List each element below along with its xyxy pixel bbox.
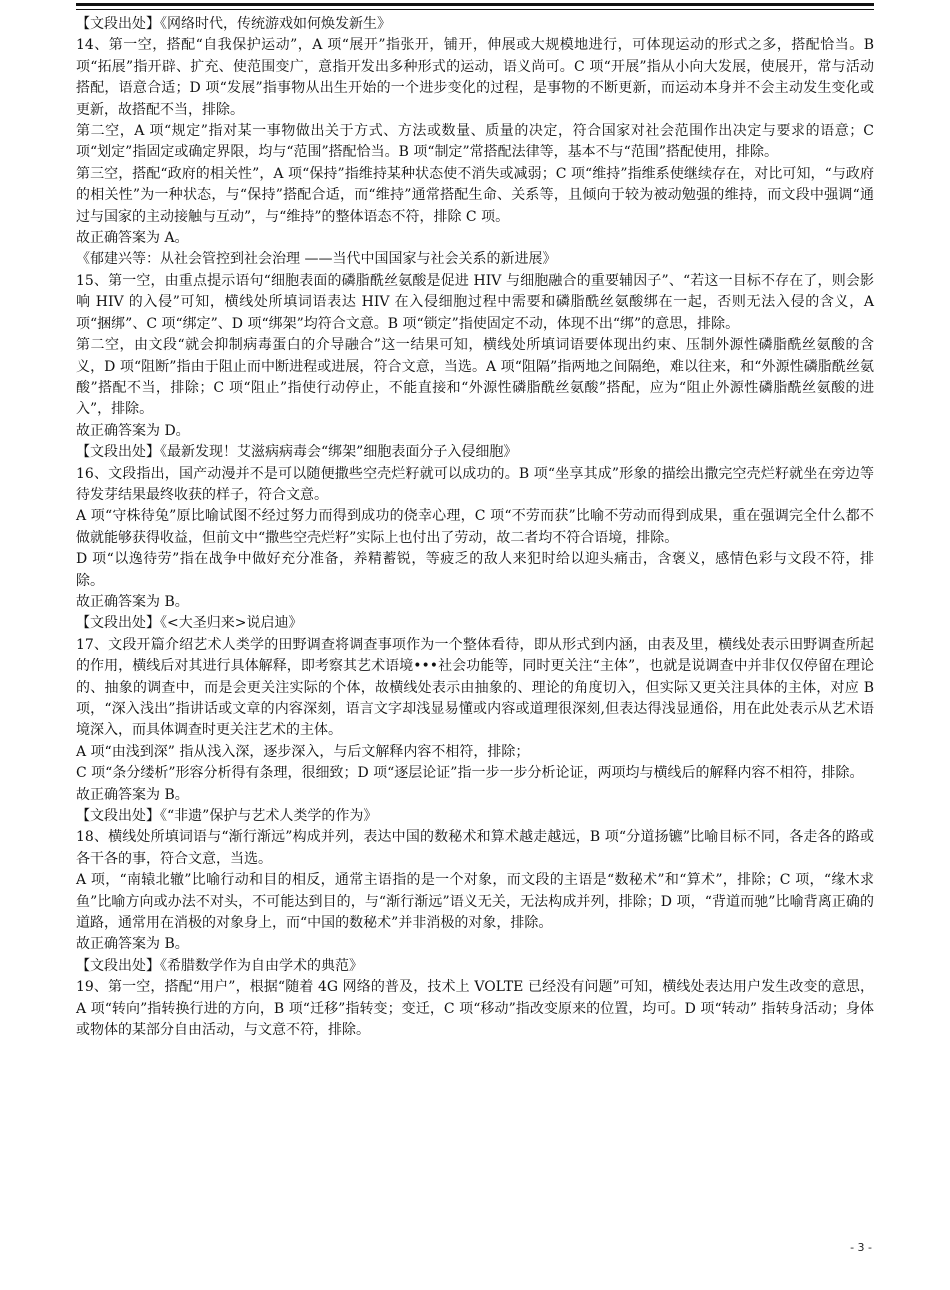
source-line: 【文段出处】《<大圣归来>说启迪》	[76, 615, 303, 632]
answer-explanations	[76, 14, 874, 1042]
answer-18-options: A 项，“南辕北辙”比喻行动和目的相反，通常主语指的是一个对象，而文段的主语是“数秘术”和“算术”，排除；C 项，“缘木求鱼”比喻方向或办法不对头，不可能达到目的，与“渐行渐远”语义无关，无法构成并列，排除；D 项，“背道而驰”比喻背离正确的道路，通常用在消极的对象身上，而“中国的数秘术”并非消极的对象，排除。	[76, 872, 874, 932]
answer-15-conclusion: 故正确答案为 D。	[76, 422, 190, 439]
answer-17-option-a: A 项“由浅到深” 指从浅入深，逐步深入，与后文解释内容不相符，排除；	[76, 743, 530, 760]
answer-18-main: 18、横线处所填词语与“渐行渐远”构成并列，表达中国的数秘术和算术越走越远，B 项“分道扬镳”比喻目标不同，各走各的路或各干各的事，符合文意，当选。	[76, 829, 874, 867]
answer-18-conclusion: 故正确答案为 B。	[76, 936, 189, 953]
answer-15-blank-2: 第二空，由文段“就会抑制病毒蛋白的介导融合”这一结果可知，横线处所填词语要体现出约束、压制外源性磷脂酰丝氨酸的含义，D 项“阻断”指由于阻止而中断进程或进展，符合文意，当选。A 项“阻隔”指两地之间隔绝，难以往来，和“外源性磷脂酰丝氨酸”搭配不当，排除；C 项“阻止”指使行动停止，不能直接和“外源性磷脂酰丝氨酸”搭配，应为“阻止外源性磷脂酰丝氨酸的进入”，排除。	[76, 337, 874, 418]
answer-17-option-c-d: C 项“条分缕析”形容分析得有条理，很细致；D 项“逐层论证”指一步一步分析论证，两项均与横线后的解释内容不相符，排除。	[76, 765, 864, 782]
source-line: 《郁建兴等：从社会管控到社会治理 ——当代中国国家与社会关系的新进展》	[76, 251, 557, 268]
answer-14-conclusion: 故正确答案为 A。	[76, 230, 189, 247]
answer-16-option-d: D 项“以逸待劳”指在战争中做好充分准备，养精蓄锐，等疲乏的敌人来犯时给以迎头痛击，含褒义，感情色彩与文段不符，排除。	[76, 551, 874, 589]
header-rule-thin	[76, 9, 874, 10]
source-line: 【文段出处】《最新发现！艾滋病病毒会“绑架”细胞表面分子入侵细胞》	[76, 444, 518, 461]
answer-19-blank-1: 19、第一空，搭配“用户”，根据“随着 4G 网络的普及，技术上 VOLTE 已经没有问题”可知，横线处表达用户发生改变的意思，A 项“转向”指转换行进的方向，B 项“迁移”指转变；变迁，C 项“移动”指改变原来的位置，均可。D 项“转动” 指转身活动；身体或物体的某部分自由活动，与文意不符，排除。	[76, 979, 874, 1039]
answer-15-blank-1: 15、第一空，由重点提示语句“细胞表面的磷脂酰丝氨酸是促进 HIV 与细胞融合的重要辅因子”、“若这一目标不存在了，则会影响 HIV 的入侵”可知，横线处所填词语表达 HIV 在入侵细胞过程中需要和磷脂酰丝氨酸绑在一起，否则无法入侵的含义，A 项“捆绑”、C 项“绑定”、D 项“绑架”均符合文意。B 项“锁定”指使固定不动，体现不出“绑”的意思，排除。	[76, 272, 874, 332]
source-line: 【文段出处】《网络时代，传统游戏如何焕发新生》	[76, 16, 391, 32]
answer-16-option-a-c: A 项“守株待兔”原比喻试图不经过努力而得到成功的侥幸心理，C 项“不劳而获”比喻不劳动而得到成果，重在强调完全什么都不做就能够获得收益，但前文中“撒些空壳烂籽”实际上也付出了劳动，故二者均不符合语境，排除。	[76, 508, 874, 546]
answer-16-conclusion: 故正确答案为 B。	[76, 593, 189, 610]
source-line: 【文段出处】《“非遗”保护与艺术人类学的作为》	[76, 808, 378, 825]
answer-17-main: 17、文段开篇介绍艺术人类学的田野调查将调查事项作为一个整体看待，即从形式到内涵，由表及里，横线处表示田野调查所起的作用，横线后对其进行具体解释，即考察其艺术语境•••社会功能等，同时更关注“主体”，也就是说调查中并非仅仅停留在理论的、抽象的调查中，而是会更关注实际的个体，故横线处表示由抽象的、理论的角度切入，但实际又更关注具体的主体，对应 B 项，“深入浅出”指讲话或文章的内容深刻，语言文字却浅显易懂或内容或道理很深刻,但表达得浅显通俗，用在此处表示从艺术语境深入，而具体调查时更关注艺术的主体。	[76, 636, 874, 739]
page-number: - 3 -	[850, 1241, 872, 1254]
answer-14-blank-1: 14、第一空，搭配“自我保护运动”，A 项“展开”指张开，铺开，伸展或大规模地进行，可体现运动的形式之多，搭配恰当。B 项“拓展”指开辟、扩充、使范围变广，意指开发出多种形式的运动，语义尚可。C 项“开展”指从小向大发展，使展开，常与活动搭配，语意合适；D 项“发展”指事物从出生开始的一个进步变化的过程，是事物的不断更新，而运动本身并不会主动发生变化或更新，故搭配不当，排除。	[76, 37, 874, 118]
header-rule-thick	[76, 3, 874, 6]
answer-16-main: 16、文段指出，国产动漫并不是可以随便撒些空壳烂籽就可以成功的。B 项“坐享其成”形象的描绘出撒完空壳烂籽就坐在旁边等待发芽结果最终收获的样子，符合文意。	[76, 465, 874, 503]
source-line: 【文段出处】《希腊数学作为自由学术的典范》	[76, 957, 363, 974]
answer-17-conclusion: 故正确答案为 B。	[76, 786, 189, 803]
answer-14-blank-3: 第三空，搭配“政府的相关性”，A 项“保持”指维持某种状态使不消失或减弱；C 项“维持”指维系使继续存在，对比可知，“与政府的相关性”为一种状态，与“保持”搭配合适，而“维持”通常搭配生命、关系等，且倾向于较为被动勉强的维持，而文段中强调“通过与国家的主动接触与互动”，与“维持”的整体语态不符，排除 C 项。	[76, 165, 874, 225]
answer-14-blank-2: 第二空，A 项“规定”指对某一事物做出关于方式、方法或数量、质量的决定，符合国家对社会范围作出决定与要求的语意；C 项“划定”指固定或确定界限，均与“范围”搭配恰当。B 项“制定”常搭配法律等，基本不与“范围”搭配使用，排除。	[76, 123, 874, 161]
